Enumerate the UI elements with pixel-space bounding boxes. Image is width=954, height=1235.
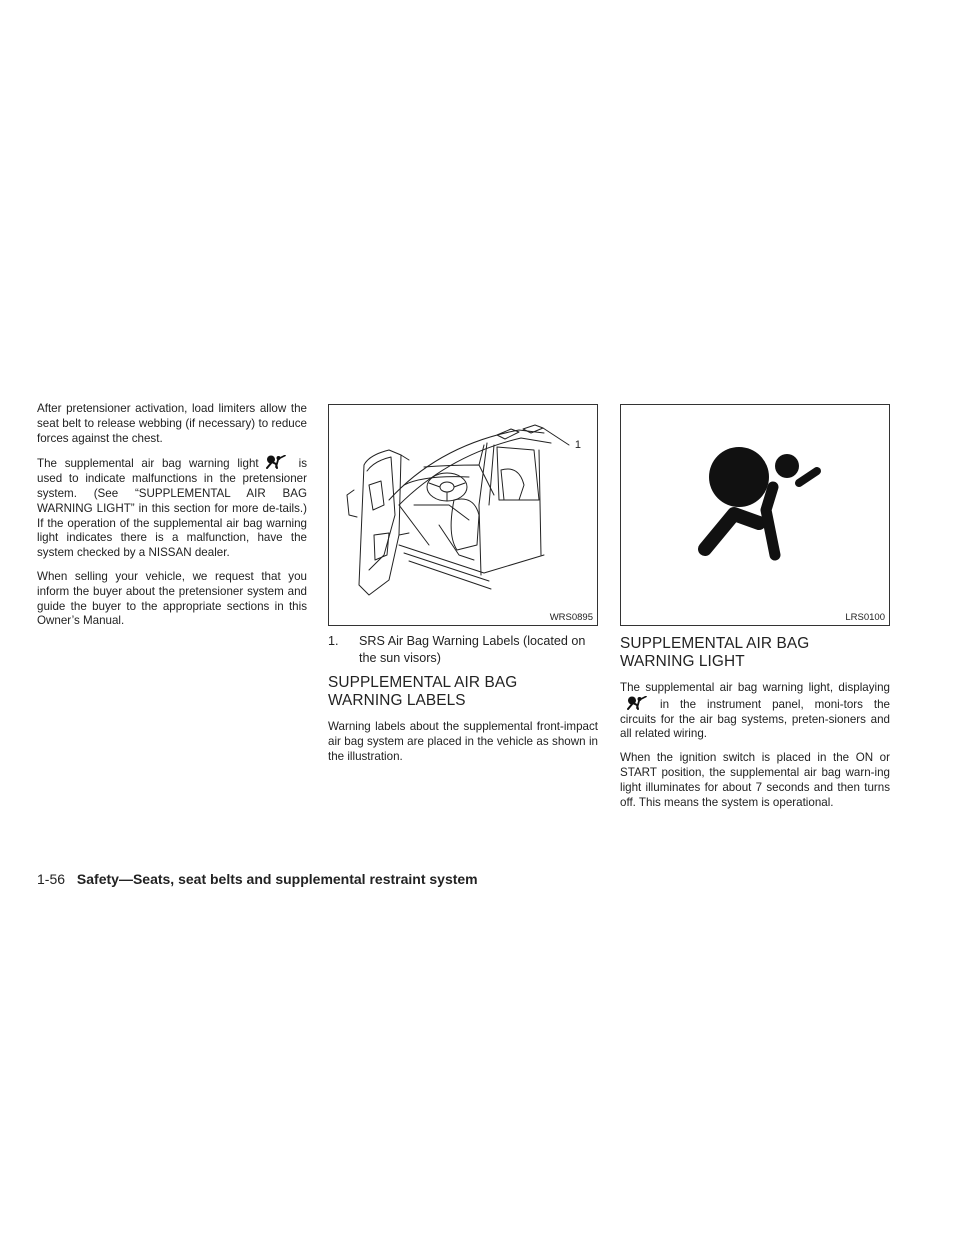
figure-caption xyxy=(328,633,598,666)
paragraph-text-after-icon: is used to indicate malfunctions in the pretensioner system. (See “SUPPLEMENTAL AIR BAG WARNING LIGHT” in this section for more de-tails.) If the operation of the supplemental air bag warning light indicates there is a malfunction, have the system checked by a NISSAN dealer. xyxy=(37,457,307,560)
paragraph-text-before-icon: The supplemental air bag warning light, displaying xyxy=(620,681,890,694)
paragraph-warning-light-description xyxy=(620,681,890,742)
column-left xyxy=(37,402,307,638)
figure-car-interior xyxy=(328,404,598,626)
section-heading-warning-labels xyxy=(328,674,598,710)
car-interior-illustration xyxy=(329,405,597,625)
airbag-warning-icon xyxy=(265,455,289,469)
caption-text: SRS Air Bag Warning Labels (located on the sun visors) xyxy=(359,634,586,665)
heading-line-1: SUPPLEMENTAL AIR BAG xyxy=(328,674,518,691)
paragraph-text-after-icon: in the instrument panel, moni-tors the circuits for the air bag systems, preten-sioners and all related wiring. xyxy=(620,697,890,741)
column-middle xyxy=(328,402,598,773)
paragraph-warning-labels: Warning labels about the supplemental front-impact air bag system are placed in the vehicle as shown in the illustration. xyxy=(328,720,598,763)
page-number: 1-56 xyxy=(37,871,66,887)
heading-line-1: SUPPLEMENTAL AIR BAG xyxy=(620,635,810,652)
callout-number: 1 xyxy=(574,439,581,451)
section-title: Safety—Seats, seat belts and supplemental restraint system xyxy=(76,871,478,887)
airbag-warning-symbol xyxy=(621,405,889,625)
airbag-warning-icon xyxy=(626,696,650,710)
heading-line-2: WARNING LABELS xyxy=(328,692,466,709)
caption-number: 1. xyxy=(328,634,339,648)
page-footer xyxy=(37,871,478,887)
paragraph-text-before-icon: The supplemental air bag warning light xyxy=(37,457,259,471)
paragraph-ignition: When the ignition switch is placed in the ON or START position, the supplemental air bag warn-ing light illuminates for about 7 seconds and then turns off. This means the system is operational. xyxy=(620,751,890,809)
section-heading-warning-light xyxy=(620,635,890,671)
heading-line-2: WARNING LIGHT xyxy=(620,653,745,670)
figure-code: LRS0100 xyxy=(845,612,885,623)
figure-code: WRS0895 xyxy=(549,612,593,623)
paragraph-selling-vehicle: When selling your vehicle, we request that you inform the buyer about the pretensioner system and guide the buyer to the appropriate sections in this Owner’s Manual. xyxy=(37,569,307,628)
figure-airbag-symbol xyxy=(620,404,890,626)
paragraph-load-limiters: After pretensioner activation, load limiters allow the seat belt to release webbing (if necessary) to reduce forces against the chest. xyxy=(37,402,307,445)
paragraph-warning-light xyxy=(37,455,307,561)
column-right xyxy=(620,402,890,819)
